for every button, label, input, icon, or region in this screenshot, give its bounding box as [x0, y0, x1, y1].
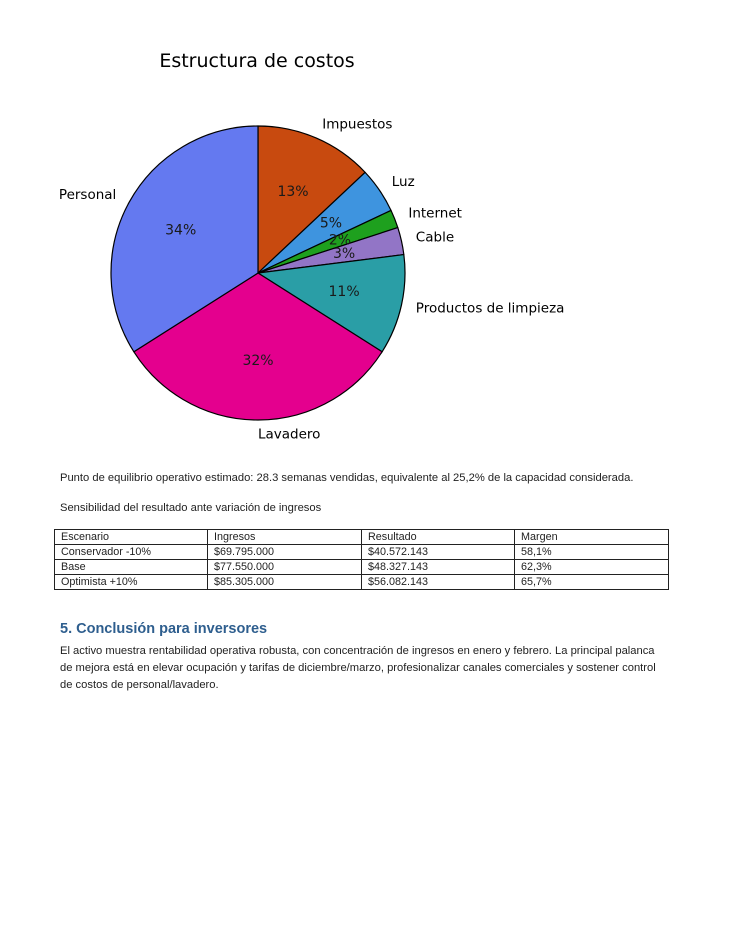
- table-header-cell: Margen: [515, 530, 669, 545]
- table-row: [55, 560, 669, 575]
- table-row: [55, 545, 669, 560]
- pie-category-label: Internet: [408, 205, 462, 222]
- table-cell: Optimista +10%: [55, 575, 208, 590]
- pie-category-label: Impuestos: [322, 116, 393, 133]
- table-cell: $56.082.143: [362, 575, 515, 590]
- table-cell: Conservador -10%: [55, 545, 208, 560]
- cost-structure-pie-chart: [0, 0, 734, 460]
- pie-percent-label: 5%: [319, 215, 343, 232]
- pie-percent-label: 32%: [242, 353, 274, 370]
- section-heading: 5. Conclusión para inversores: [60, 621, 268, 637]
- chart-title: Estructura de costos: [159, 50, 355, 72]
- pie-category-label: Personal: [58, 187, 117, 204]
- pie-category-label: Productos de limpieza: [415, 300, 565, 317]
- pie-percent-label: 13%: [277, 184, 309, 201]
- table-cell: $77.550.000: [208, 560, 362, 575]
- table-cell: $40.572.143: [362, 545, 515, 560]
- pie-category-label: Luz: [391, 174, 415, 191]
- table-cell: $69.795.000: [208, 545, 362, 560]
- table-header-cell: Ingresos: [208, 530, 362, 545]
- pie-percent-label: 3%: [332, 245, 356, 262]
- table-header-cell: Escenario: [55, 530, 208, 545]
- table-row: [55, 575, 669, 590]
- pie-percent-label: 11%: [328, 284, 360, 301]
- table-header-row: [55, 530, 669, 545]
- sensitivity-table: [54, 529, 669, 590]
- pie-percent-label: 2%: [328, 232, 352, 249]
- table-cell: $85.305.000: [208, 575, 362, 590]
- table-header-cell: Resultado: [362, 530, 515, 545]
- table-cell: 65,7%: [515, 575, 669, 590]
- table-cell: Base: [55, 560, 208, 575]
- table-cell: 62,3%: [515, 560, 669, 575]
- table-cell: $48.327.143: [362, 560, 515, 575]
- conclusion-paragraph: El activo muestra rentabilidad operativa robusta, con concentración de ingresos en enero y febrero. La principal palanca de mejora está en elevar ocupación y tarifas de diciembre/marzo, profesionalizar canales comerciales y sostener control de costos de personal/lavadero.: [60, 645, 656, 691]
- table-cell: 58,1%: [515, 545, 669, 560]
- break-even-text: Punto de equilibrio operativo estimado: 28.3 semanas vendidas, equivalente al 25,2% de la capacidad considerada.: [60, 472, 634, 484]
- pie-slices: [111, 126, 405, 420]
- pie-percent-label: 34%: [165, 222, 197, 239]
- pie-category-label: Lavadero: [258, 426, 321, 443]
- sensitivity-caption: Sensibilidad del resultado ante variación de ingresos: [60, 502, 322, 514]
- pie-category-label: Cable: [415, 229, 455, 246]
